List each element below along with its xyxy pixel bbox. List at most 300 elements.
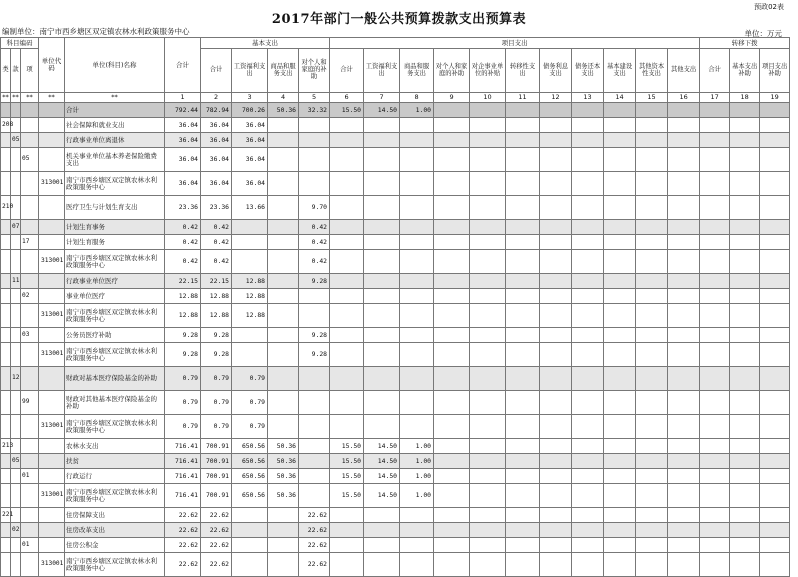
amount-cell <box>760 439 790 454</box>
amount-cell <box>299 304 330 328</box>
amount-cell <box>330 250 364 274</box>
amount-cell <box>572 391 604 415</box>
amount-cell <box>760 508 790 523</box>
amount-cell <box>506 508 540 523</box>
unit-name-cell: 南宁市西乡塘区双定镇农林水利政策服务中心 <box>65 172 165 196</box>
amount-cell: 22.62 <box>201 523 232 538</box>
project-sub-header: 工资福利支出 <box>364 49 400 93</box>
amount-cell <box>636 553 668 577</box>
amount-cell <box>604 250 636 274</box>
amount-cell <box>330 343 364 367</box>
page-title: 2017年部门一般公共预算拨款支出预算表 <box>271 12 527 27</box>
column-number: 7 <box>364 93 400 103</box>
amount-cell <box>604 523 636 538</box>
amount-cell: 36.04 <box>232 118 268 133</box>
amount-cell <box>730 523 760 538</box>
kuan-cell: 12 <box>11 367 21 391</box>
amount-cell <box>700 304 730 328</box>
amount-cell: 1.00 <box>400 103 434 118</box>
amount-cell <box>572 103 604 118</box>
amount-cell <box>268 133 299 148</box>
column-number: 5 <box>299 93 330 103</box>
amount-cell <box>470 508 506 523</box>
amount-cell <box>470 415 506 439</box>
amount-cell <box>434 118 470 133</box>
project-sub-header: 其他支出 <box>668 49 700 93</box>
xiang-cell: 02 <box>21 289 39 304</box>
amount-cell <box>506 103 540 118</box>
amount-cell <box>636 250 668 274</box>
project-sub-header: 合计 <box>330 49 364 93</box>
unit-line: 单位：万元 <box>744 29 782 38</box>
amount-cell <box>506 328 540 343</box>
amount-cell <box>700 118 730 133</box>
xiang-cell <box>21 484 39 508</box>
amount-cell <box>604 415 636 439</box>
amount-cell: 50.36 <box>268 484 299 508</box>
amount-cell <box>636 172 668 196</box>
lei-cell <box>1 235 11 250</box>
amount-cell <box>760 250 790 274</box>
amount-cell: 22.62 <box>165 553 201 577</box>
amount-cell: 15.50 <box>330 439 364 454</box>
xiang-cell: 17 <box>21 235 39 250</box>
amount-cell <box>572 274 604 289</box>
amount-cell <box>434 538 470 553</box>
amount-cell <box>506 469 540 484</box>
lei-cell: 208 <box>1 118 11 133</box>
amount-cell <box>668 118 700 133</box>
amount-cell <box>434 484 470 508</box>
amount-cell <box>730 235 760 250</box>
unit-code-cell: 313001 <box>39 343 65 367</box>
xiang-cell <box>21 343 39 367</box>
amount-cell <box>232 538 268 553</box>
unit-name-cell: 南宁市西乡塘区双定镇农林水利政策服务中心 <box>65 304 165 328</box>
amount-cell: 15.50 <box>330 469 364 484</box>
amount-cell <box>700 415 730 439</box>
kuan-cell <box>11 250 21 274</box>
lei-cell <box>1 250 11 274</box>
amount-cell: 716.41 <box>165 454 201 469</box>
amount-cell <box>232 523 268 538</box>
table-row <box>1 133 790 148</box>
unit-name-cell: 住房公积金 <box>65 538 165 553</box>
amount-cell <box>434 196 470 220</box>
amount-cell <box>299 391 330 415</box>
unit-name-cell: 计划生育服务 <box>65 235 165 250</box>
table-row <box>1 172 790 196</box>
amount-cell <box>760 172 790 196</box>
amount-cell <box>232 343 268 367</box>
amount-cell <box>400 367 434 391</box>
basic-sub-header: 合计 <box>201 49 232 93</box>
amount-cell <box>572 118 604 133</box>
amount-cell <box>604 118 636 133</box>
unit-code-cell: 313001 <box>39 484 65 508</box>
unit-code-cell <box>39 103 65 118</box>
xiang-cell <box>21 133 39 148</box>
amount-cell <box>434 250 470 274</box>
column-number: 2 <box>201 93 232 103</box>
kuan-cell <box>11 148 21 172</box>
amount-cell: 9.28 <box>201 328 232 343</box>
amount-cell <box>540 148 572 172</box>
unit-code-cell <box>39 118 65 133</box>
table-row <box>1 484 790 508</box>
unit-code-cell <box>39 538 65 553</box>
amount-cell <box>572 133 604 148</box>
amount-cell: 0.42 <box>299 220 330 235</box>
unit-name-cell: 南宁市西乡塘区双定镇农林水利政策服务中心 <box>65 343 165 367</box>
amount-cell <box>700 328 730 343</box>
amount-cell <box>700 484 730 508</box>
amount-cell <box>540 508 572 523</box>
amount-cell <box>700 289 730 304</box>
amount-cell: 36.04 <box>165 133 201 148</box>
amount-cell: 0.42 <box>299 250 330 274</box>
unit-name-cell: 南宁市西乡塘区双定镇农林水利政策服务中心 <box>65 415 165 439</box>
amount-cell <box>636 391 668 415</box>
unit-code-cell <box>39 196 65 220</box>
amount-cell <box>636 103 668 118</box>
kuan-cell <box>11 172 21 196</box>
amount-cell <box>760 103 790 118</box>
amount-cell <box>330 172 364 196</box>
amount-cell <box>232 220 268 235</box>
basic-sub-header: 对个人和家庭的补助 <box>299 49 330 93</box>
column-number: 14 <box>604 93 636 103</box>
transfer-header: 转移下拨 <box>700 38 790 49</box>
amount-cell <box>400 391 434 415</box>
amount-cell <box>330 391 364 415</box>
amount-cell <box>364 250 400 274</box>
amount-cell <box>540 391 572 415</box>
amount-cell <box>668 289 700 304</box>
amount-cell <box>668 367 700 391</box>
xiang-cell: 03 <box>21 328 39 343</box>
amount-cell <box>604 391 636 415</box>
amount-cell <box>268 367 299 391</box>
amount-cell <box>636 304 668 328</box>
lei-cell <box>1 538 11 553</box>
amount-cell <box>470 103 506 118</box>
amount-cell: 12.88 <box>201 304 232 328</box>
amount-cell <box>760 274 790 289</box>
amount-cell <box>700 196 730 220</box>
amount-cell <box>470 367 506 391</box>
lei-cell: 213 <box>1 439 11 454</box>
amount-cell <box>540 367 572 391</box>
amount-cell: 9.70 <box>299 196 330 220</box>
xiang-header: 项 <box>21 49 39 93</box>
amount-cell: 15.50 <box>330 103 364 118</box>
amount-cell <box>540 484 572 508</box>
amount-cell <box>636 508 668 523</box>
unit-name-cell: 行政事业单位医疗 <box>65 274 165 289</box>
amount-cell <box>268 553 299 577</box>
amount-cell <box>400 118 434 133</box>
amount-cell <box>364 196 400 220</box>
amount-cell <box>299 172 330 196</box>
amount-cell <box>364 391 400 415</box>
amount-cell <box>434 469 470 484</box>
amount-cell <box>434 508 470 523</box>
amount-cell: 650.56 <box>232 484 268 508</box>
amount-cell <box>400 274 434 289</box>
unit-code-cell: 313001 <box>39 304 65 328</box>
amount-cell <box>760 289 790 304</box>
amount-cell <box>400 538 434 553</box>
lei-cell <box>1 103 11 118</box>
table-row <box>1 118 790 133</box>
amount-cell <box>400 172 434 196</box>
column-number: 17 <box>700 93 730 103</box>
amount-cell <box>604 220 636 235</box>
amount-cell <box>668 469 700 484</box>
table-row <box>1 250 790 274</box>
kuan-cell <box>11 328 21 343</box>
amount-cell <box>760 523 790 538</box>
amount-cell: 700.91 <box>201 484 232 508</box>
amount-cell <box>330 304 364 328</box>
xiang-cell <box>21 220 39 235</box>
amount-cell <box>700 508 730 523</box>
amount-cell <box>506 148 540 172</box>
amount-cell <box>268 118 299 133</box>
amount-cell <box>470 523 506 538</box>
xiang-cell <box>21 523 39 538</box>
unit-code-cell <box>39 235 65 250</box>
amount-cell: 650.56 <box>232 439 268 454</box>
unit-name-cell: 行政事业单位离退休 <box>65 133 165 148</box>
amount-cell <box>730 391 760 415</box>
amount-cell <box>730 343 760 367</box>
kuan-header: 款 <box>11 49 21 93</box>
lei-cell <box>1 553 11 577</box>
project-sub-header: 债务利息支出 <box>540 49 572 93</box>
amount-cell <box>760 118 790 133</box>
table-row <box>1 103 790 118</box>
amount-cell <box>330 220 364 235</box>
amount-cell: 1.00 <box>400 484 434 508</box>
amount-cell <box>668 508 700 523</box>
lei-cell <box>1 133 11 148</box>
amount-cell <box>700 220 730 235</box>
amount-cell <box>268 523 299 538</box>
amount-cell <box>668 523 700 538</box>
amount-cell <box>760 133 790 148</box>
amount-cell <box>299 469 330 484</box>
unit-name-cell: 计划生育事务 <box>65 220 165 235</box>
unit-name-cell: 财政对其他基本医疗保险基金的补助 <box>65 391 165 415</box>
kuan-cell: 02 <box>11 523 21 538</box>
amount-cell <box>760 196 790 220</box>
amount-cell <box>636 118 668 133</box>
amount-cell <box>540 328 572 343</box>
amount-cell <box>760 415 790 439</box>
amount-cell <box>330 235 364 250</box>
amount-cell: 22.62 <box>299 523 330 538</box>
amount-cell <box>604 469 636 484</box>
unit-name-cell: 公务员医疗补助 <box>65 328 165 343</box>
amount-cell <box>636 235 668 250</box>
amount-cell <box>572 196 604 220</box>
amount-cell <box>760 454 790 469</box>
amount-cell <box>268 196 299 220</box>
xiang-cell <box>21 274 39 289</box>
amount-cell <box>572 289 604 304</box>
amount-cell <box>299 133 330 148</box>
lei-cell <box>1 523 11 538</box>
amount-cell: 716.41 <box>165 439 201 454</box>
star-cell: ** <box>65 93 165 103</box>
amount-cell <box>434 220 470 235</box>
project-expenditure-header: 项目支出 <box>330 38 700 49</box>
amount-cell <box>636 454 668 469</box>
column-number: 8 <box>400 93 434 103</box>
unit-code-cell <box>39 439 65 454</box>
amount-cell <box>540 235 572 250</box>
amount-cell <box>700 469 730 484</box>
amount-cell <box>364 148 400 172</box>
kuan-cell <box>11 235 21 250</box>
amount-cell: 12.88 <box>201 289 232 304</box>
amount-cell <box>268 343 299 367</box>
xiang-cell: 01 <box>21 469 39 484</box>
basic-expenditure-header: 基本支出 <box>201 38 330 49</box>
amount-cell: 0.42 <box>201 220 232 235</box>
amount-cell <box>434 328 470 343</box>
amount-cell <box>604 196 636 220</box>
amount-cell: 22.62 <box>165 523 201 538</box>
amount-cell <box>434 391 470 415</box>
amount-cell <box>400 148 434 172</box>
amount-cell <box>636 538 668 553</box>
amount-cell <box>299 415 330 439</box>
amount-cell <box>506 196 540 220</box>
kuan-cell <box>11 391 21 415</box>
amount-cell <box>434 235 470 250</box>
amount-cell <box>364 235 400 250</box>
amount-cell <box>730 508 760 523</box>
project-sub-header: 其他资本性支出 <box>636 49 668 93</box>
table-row <box>1 328 790 343</box>
unit-name-cell: 事业单位医疗 <box>65 289 165 304</box>
amount-cell <box>668 304 700 328</box>
amount-cell <box>668 220 700 235</box>
unit-code-cell <box>39 220 65 235</box>
lei-cell <box>1 328 11 343</box>
column-number: 15 <box>636 93 668 103</box>
amount-cell: 0.79 <box>232 367 268 391</box>
amount-cell <box>400 235 434 250</box>
amount-cell <box>668 103 700 118</box>
amount-cell <box>364 538 400 553</box>
amount-cell <box>506 220 540 235</box>
amount-cell: 50.36 <box>268 439 299 454</box>
amount-cell <box>730 328 760 343</box>
amount-cell <box>572 415 604 439</box>
amount-cell: 716.41 <box>165 469 201 484</box>
amount-cell <box>268 235 299 250</box>
amount-cell <box>470 172 506 196</box>
basic-sub-header: 商品和服务支出 <box>268 49 299 93</box>
amount-cell: 9.28 <box>299 328 330 343</box>
amount-cell <box>604 439 636 454</box>
amount-cell <box>540 103 572 118</box>
amount-cell <box>470 304 506 328</box>
amount-cell <box>760 553 790 577</box>
amount-cell <box>700 553 730 577</box>
column-number: 1 <box>165 93 201 103</box>
amount-cell: 0.42 <box>165 220 201 235</box>
amount-cell <box>470 133 506 148</box>
amount-cell <box>330 415 364 439</box>
amount-cell <box>400 508 434 523</box>
amount-cell: 700.91 <box>201 439 232 454</box>
amount-cell <box>470 148 506 172</box>
amount-cell <box>572 484 604 508</box>
table-row <box>1 343 790 367</box>
amount-cell: 36.04 <box>232 148 268 172</box>
amount-cell <box>299 367 330 391</box>
table-body <box>1 103 790 577</box>
amount-cell: 1.00 <box>400 454 434 469</box>
amount-cell <box>572 343 604 367</box>
table-row <box>1 367 790 391</box>
amount-cell <box>700 538 730 553</box>
lei-header: 类 <box>1 49 11 93</box>
amount-cell: 9.28 <box>165 328 201 343</box>
amount-cell <box>668 235 700 250</box>
kuan-cell: 05 <box>11 133 21 148</box>
amount-cell <box>268 328 299 343</box>
amount-cell <box>506 118 540 133</box>
unit-name-cell: 社会保障和就业支出 <box>65 118 165 133</box>
amount-cell <box>540 454 572 469</box>
amount-cell <box>506 553 540 577</box>
amount-cell: 50.36 <box>268 469 299 484</box>
amount-cell <box>364 343 400 367</box>
amount-cell <box>434 439 470 454</box>
amount-cell <box>506 454 540 469</box>
amount-cell <box>760 469 790 484</box>
amount-cell <box>470 454 506 469</box>
xiang-cell <box>21 508 39 523</box>
unit-code-cell <box>39 328 65 343</box>
column-number: 16 <box>668 93 700 103</box>
amount-cell <box>540 172 572 196</box>
amount-cell <box>700 343 730 367</box>
amount-cell: 22.62 <box>299 538 330 553</box>
amount-cell <box>636 274 668 289</box>
amount-cell <box>730 538 760 553</box>
amount-cell <box>760 367 790 391</box>
amount-cell <box>330 196 364 220</box>
table-row <box>1 508 790 523</box>
amount-cell <box>636 328 668 343</box>
amount-cell <box>330 508 364 523</box>
amount-cell: 9.28 <box>201 343 232 367</box>
amount-cell <box>268 391 299 415</box>
lei-cell <box>1 415 11 439</box>
amount-cell <box>268 148 299 172</box>
amount-cell <box>668 538 700 553</box>
amount-cell <box>604 367 636 391</box>
amount-cell <box>636 343 668 367</box>
amount-cell: 22.62 <box>165 538 201 553</box>
